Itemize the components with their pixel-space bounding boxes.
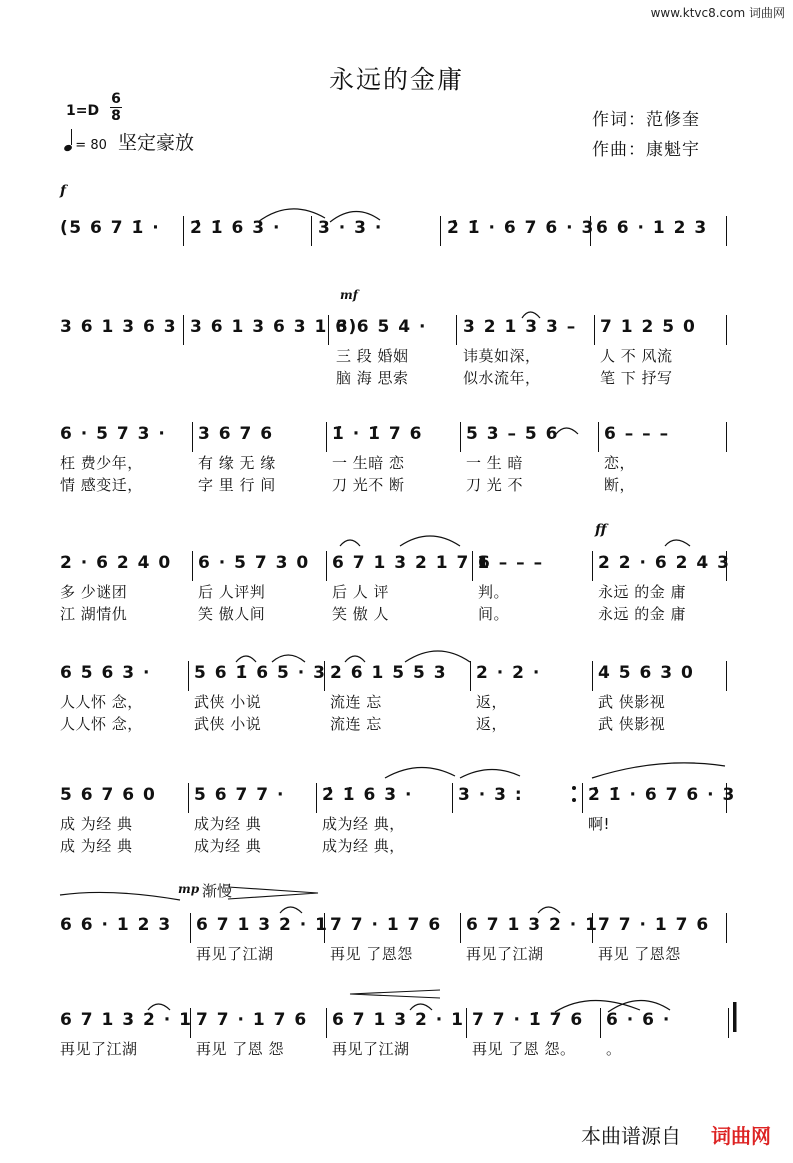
ritardando-text: 渐慢	[202, 882, 233, 900]
measure-notes: 6 – – –	[604, 424, 670, 444]
lyric-verse-1: 后 人 评	[332, 583, 390, 601]
lyric-verse-2: 刀 光不 断	[332, 476, 405, 494]
lyric-verse-1: 再见 了恩 怨。	[472, 1040, 576, 1058]
measure-notes: 6 7 1 3 2 · 1	[60, 1010, 193, 1030]
measure-notes: 6 5 6 3 ·	[60, 663, 151, 683]
slur-17	[538, 907, 560, 913]
measure-notes: 2̇ 1̇ · 6 7 6 · 3	[588, 785, 736, 805]
measure-notes: 7 7 · 1 7 6	[330, 915, 442, 935]
lyric-verse-2: 永远 的金 庸	[598, 605, 687, 623]
slur-18	[148, 1004, 170, 1010]
dynamic-mezzo-piano: mp	[178, 882, 200, 896]
lyric-verse-1: 三 段 婚姻	[336, 347, 409, 365]
lyric-verse-2: 笑 傲人间	[198, 605, 266, 623]
measure-notes: 5 3 – 5 6	[466, 424, 559, 444]
lyric-verse-1: 武 侠影视	[598, 693, 666, 711]
lyric-verse-1: 流连 忘	[330, 693, 382, 711]
lyric-verse-2: 人人怀 念，	[60, 715, 143, 733]
measure-notes: 2 2 · 6 2 4 3	[598, 553, 731, 573]
repeat-dot-bottom	[572, 798, 576, 802]
slur-6	[400, 536, 460, 546]
measure-notes: 7 7 · 1̇ 7 6	[472, 1010, 584, 1030]
lyric-verse-1: 成为经 典，	[322, 815, 405, 833]
lyric-verse-2: 成为经 典	[194, 837, 262, 855]
slur-12	[385, 767, 455, 778]
measure-notes: 2 · 2 ·	[476, 663, 541, 683]
tempo-value: = 80	[75, 138, 107, 153]
measure-notes: 3 6 1 3 6 3	[60, 317, 178, 337]
lyric-verse-1: 恋，	[604, 454, 636, 472]
song-title: 永远的金庸	[328, 65, 464, 94]
measure-notes: 3 6 7 6	[198, 424, 274, 444]
slur-4	[556, 428, 578, 434]
lyric-verse-1: 永远 的金 庸	[598, 583, 687, 601]
measure-notes: (5 6 7 1̇ ·	[60, 218, 161, 238]
lyric-verse-1: 有 缘 无 缘	[198, 454, 276, 472]
measure-notes: 6 7 1 3 2 1 7 1	[332, 553, 491, 573]
measure-notes: 6 7 1 3 2 · 1	[332, 1010, 465, 1030]
lyric-verse-1: 一 生暗 恋	[332, 454, 405, 472]
measure-notes: 2̇ 1̇ 6 3 ·	[322, 785, 413, 805]
measure-notes: 4 5 6 3 0	[598, 663, 695, 683]
watermark-url: www.ktvc8.com 词曲网	[650, 6, 785, 20]
slur-2	[330, 211, 380, 222]
lyric-verse-1: 啊!	[588, 815, 611, 833]
time-signature-bottom: 8	[111, 108, 121, 124]
lyric-verse-2: 间。	[478, 605, 510, 623]
slur-3	[522, 312, 540, 318]
lyric-verse-2: 成为经 典，	[322, 837, 405, 855]
lyric-verse-2: 字 里 行 间	[198, 476, 276, 494]
measure-notes: 6 · 6 ·	[606, 1010, 671, 1030]
measure-notes: 6 · 5 7 3 0	[198, 553, 310, 573]
measure-notes: 7 1 2 5 0	[600, 317, 697, 337]
slur-21	[608, 1000, 670, 1012]
slur-13	[460, 769, 520, 778]
lyric-verse-2: 笔 下 抒写	[600, 369, 673, 387]
lyric-verse-1: 一 生 暗	[466, 454, 524, 472]
crescendo-hairpin	[350, 990, 440, 998]
composer-credit: 作曲：康魁宇	[592, 140, 700, 160]
lyric-verse-1: 返，	[476, 693, 508, 711]
slur-10	[345, 656, 365, 662]
key-signature: 1=D	[66, 103, 100, 119]
lyric-verse-1: 讳莫如深，	[463, 347, 541, 365]
lyricist-credit: 作词：范修奎	[592, 110, 700, 130]
lyric-verse-1: 再见 了恩 怨	[196, 1040, 285, 1058]
dynamic-fortissimo: ff	[595, 522, 607, 538]
lyric-verse-1: 再见了江湖	[60, 1040, 138, 1058]
footer-source-label: 本曲谱源自	[581, 1124, 681, 1148]
measure-notes: 2̇ 1̇ · 6 7 6 · 3	[447, 218, 595, 238]
measure-notes: 2̇ 1̇ 6 3 ·	[190, 218, 281, 238]
slur-19	[410, 1004, 432, 1010]
measure-notes: 1̇ · 1̇ 7 6	[332, 424, 423, 444]
final-barline	[733, 1002, 737, 1032]
repeat-dot-top	[572, 786, 576, 790]
lyric-verse-1: 枉 费少年，	[60, 454, 143, 472]
measure-notes: 6 – – –	[478, 553, 544, 573]
lyric-verse-2: 脑 海 思索	[336, 369, 409, 387]
slur-9	[272, 655, 305, 662]
dynamic-mezzo-forte: mf	[340, 288, 358, 302]
slur-5	[340, 540, 360, 546]
lyric-verse-2: 江 湖情仇	[60, 605, 128, 623]
lyric-verse-1: 成 为经 典	[60, 815, 133, 833]
measure-notes: 6 6 · 1 2 3	[60, 915, 172, 935]
lyric-verse-1: 多 少谜团	[60, 583, 128, 601]
measure-notes: 6 · 5 7 3 ·	[60, 424, 167, 444]
lyric-verse-1: 人 不 风流	[600, 347, 673, 365]
mood-marking: 坚定豪放	[118, 132, 195, 154]
lyric-verse-1: 再见了江湖	[466, 945, 544, 963]
lyric-verse-2: 笑 傲 人	[332, 605, 390, 623]
lyric-verse-1: 再见 了恩怨	[330, 945, 413, 963]
time-signature-top: 6	[111, 91, 121, 107]
lyric-verse-1: 再见了江湖	[196, 945, 274, 963]
measure-notes: 5 6 7 6 0	[60, 785, 157, 805]
slur-8	[236, 656, 256, 662]
measure-notes: 6 6 · 1 2 3	[596, 218, 708, 238]
slur-1	[258, 209, 325, 222]
lyric-verse-2: 断，	[604, 476, 636, 494]
lyric-verse-2: 情 感变迁，	[60, 476, 143, 494]
measure-notes: 5 6 1̇ 6 5 · 3	[194, 663, 327, 683]
slur-15	[60, 892, 180, 900]
lyric-verse-1: 判。	[478, 583, 510, 601]
lyric-verse-2: 成 为经 典	[60, 837, 133, 855]
measure-notes: 2 6 1 5 5 3	[330, 663, 448, 683]
measure-notes: 3 6 1 3 6 3 1 6)	[190, 317, 358, 337]
lyric-verse-2: 流连 忘	[330, 715, 382, 733]
lyric-verse-2: 刀 光 不	[466, 476, 524, 494]
lyric-verse-2: 武侠 小说	[194, 715, 262, 733]
lyric-verse-2: 武 侠影视	[598, 715, 666, 733]
lyric-verse-1: 。	[606, 1040, 622, 1058]
lyric-verse-1: 人人怀 念，	[60, 693, 143, 711]
measure-notes: 6 7 1 3 2 · 1	[466, 915, 599, 935]
slur-14	[592, 763, 725, 778]
slur-16	[280, 907, 302, 913]
slur-11	[405, 651, 470, 662]
measure-notes: 3 · 3 ·	[318, 218, 383, 238]
footer-site-link[interactable]: 词曲网	[711, 1124, 771, 1148]
measure-notes: 3 · 3 :	[458, 785, 524, 805]
measure-notes: 7 7 · 1 7 6	[196, 1010, 308, 1030]
measure-notes: 5 6 7 7 ·	[194, 785, 285, 805]
lyric-verse-2: 返，	[476, 715, 508, 733]
lyric-verse-1: 后 人评判	[198, 583, 266, 601]
decrescendo-hairpin	[228, 887, 318, 899]
lyric-verse-1: 再见了江湖	[332, 1040, 410, 1058]
dynamic-forte: f	[60, 183, 67, 199]
lyric-verse-2: 似水流年，	[463, 369, 541, 387]
measure-notes: 2 · 6 2 4 0	[60, 553, 172, 573]
lyric-verse-1: 成为经 典	[194, 815, 262, 833]
measure-notes: 6 7 1 3 2 · 1	[196, 915, 329, 935]
slur-7	[665, 540, 690, 546]
measure-notes: 3 6 5 4 ·	[336, 317, 427, 337]
lyric-verse-1: 再见 了恩怨	[598, 945, 681, 963]
measure-notes: 3 2 1 3 3 –	[463, 317, 577, 337]
measure-notes: 7 7 · 1 7 6	[598, 915, 710, 935]
lyric-verse-1: 武侠 小说	[194, 693, 262, 711]
